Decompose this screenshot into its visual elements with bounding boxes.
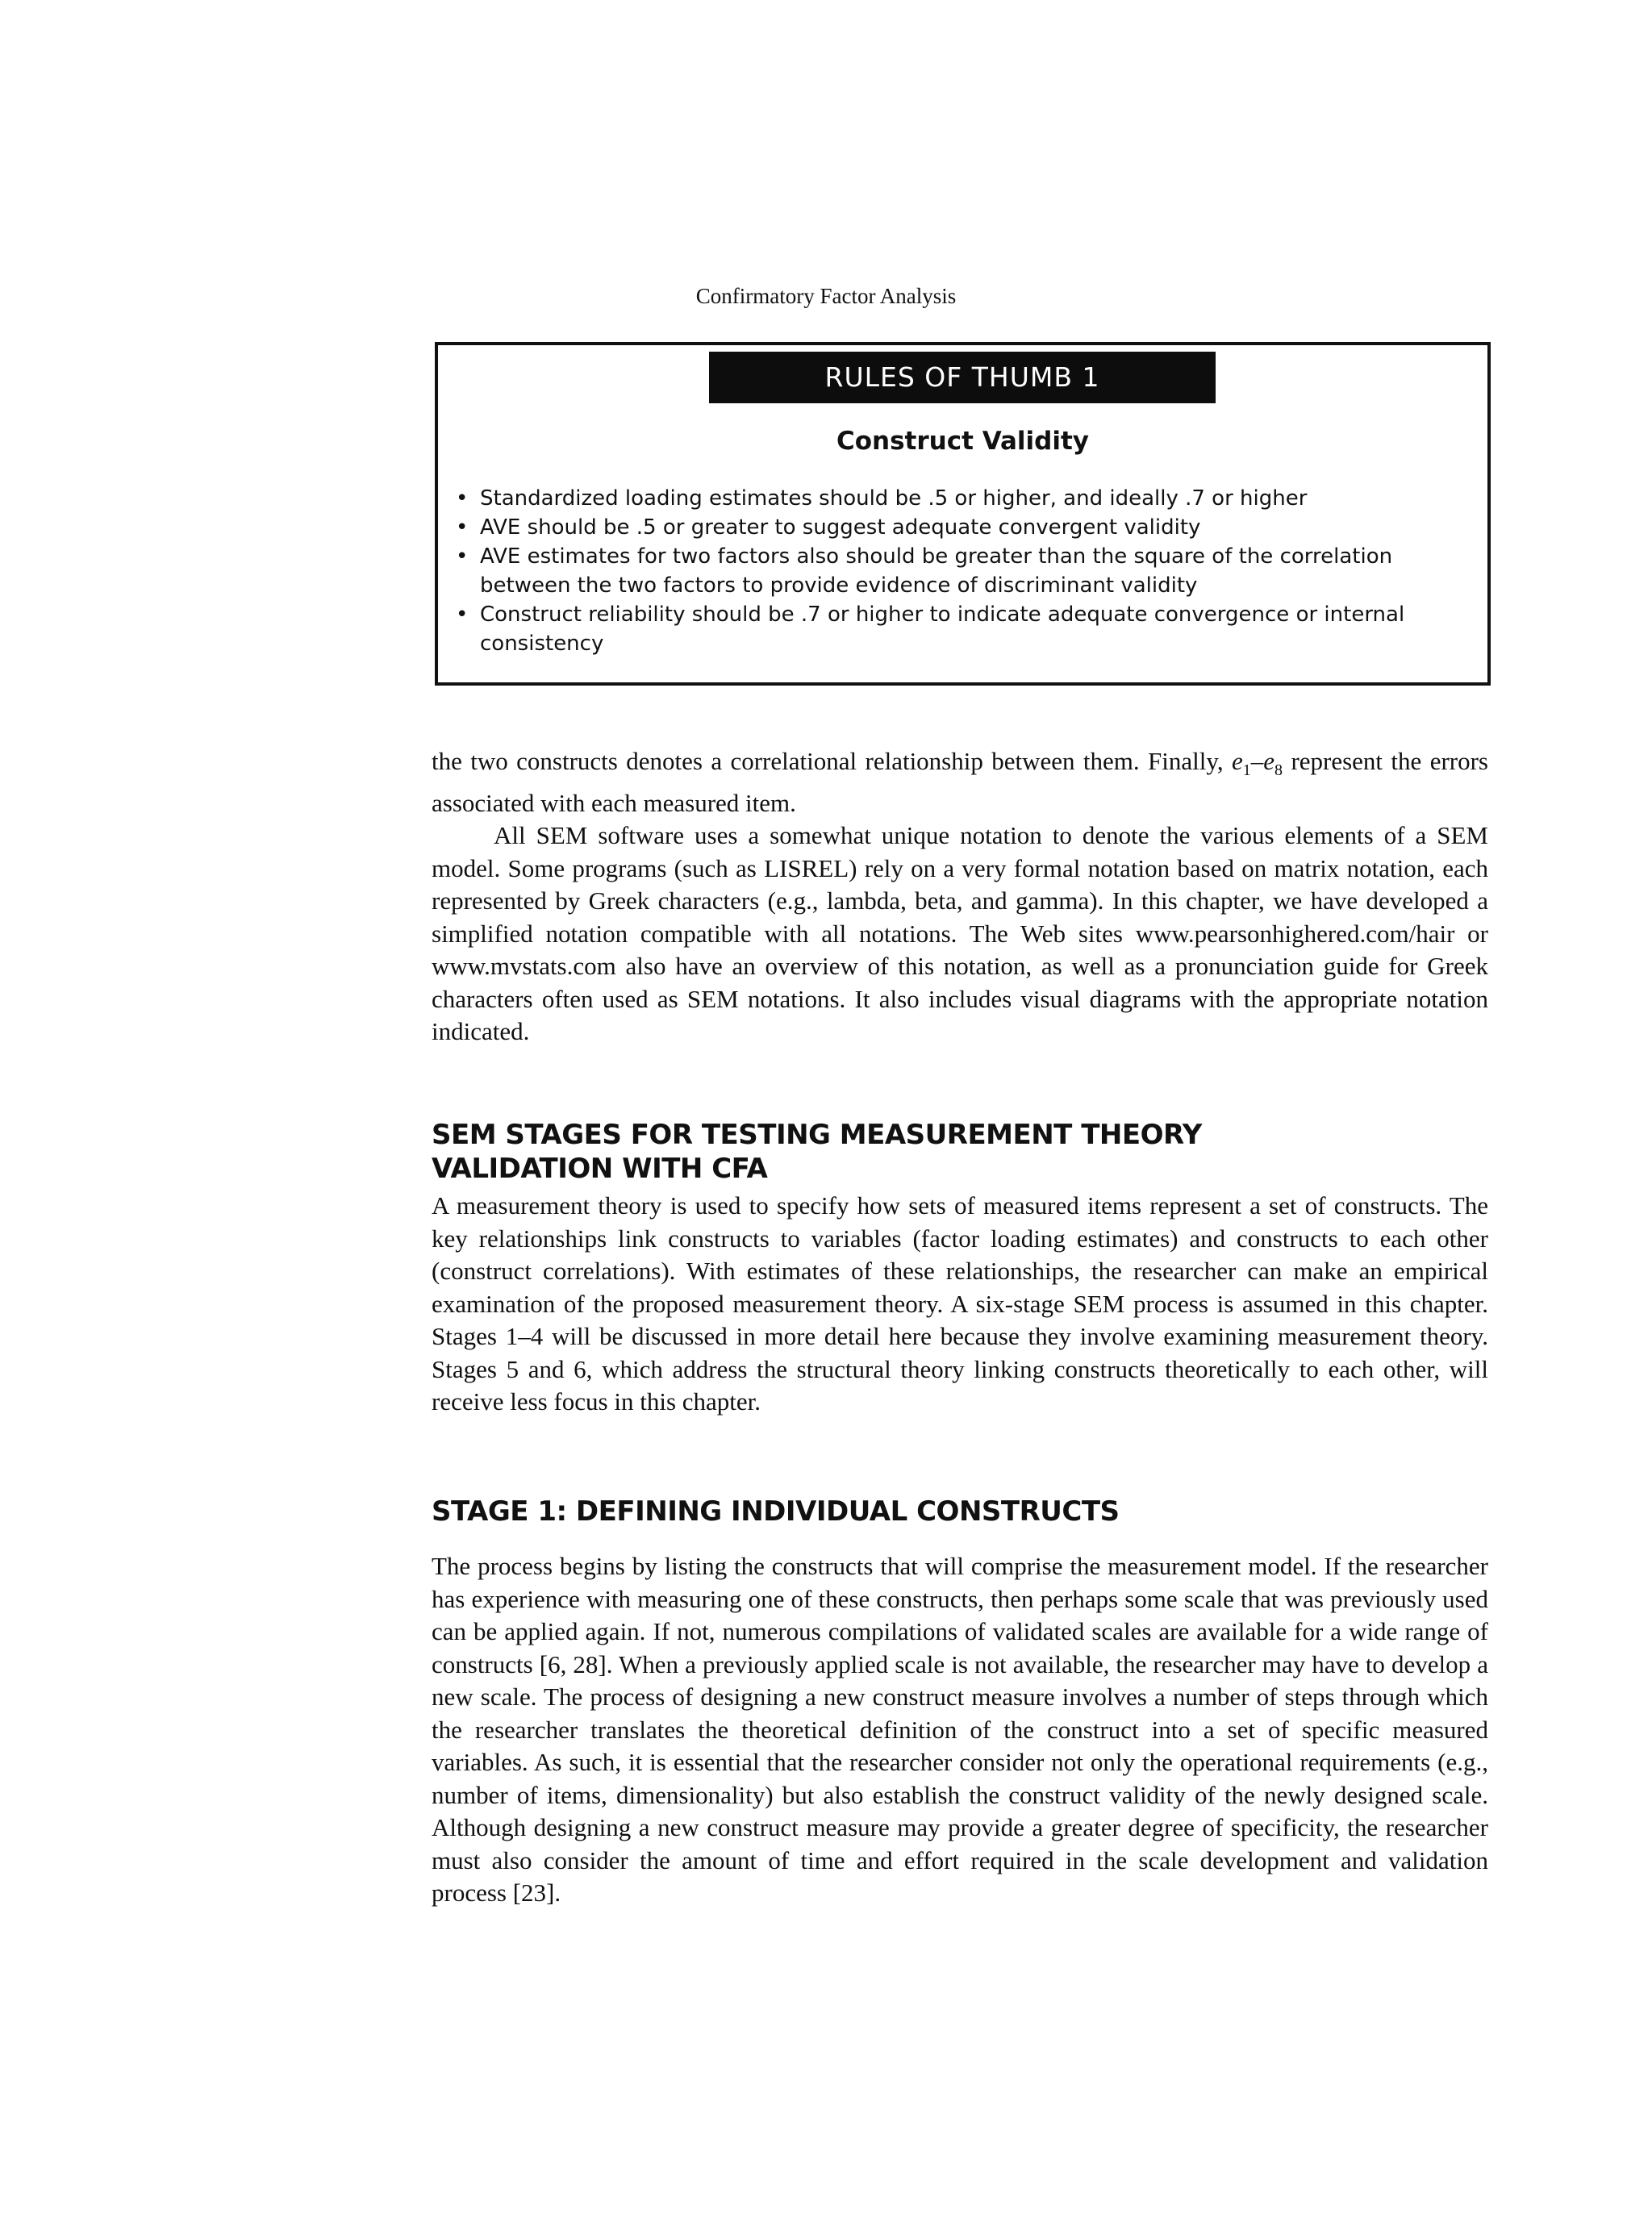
section-paragraph-defining-constructs: The process begins by listing the constructs that will comprise the measurement model. If the researcher has experience with measuring one of these constructs, then perhaps some scale that was previously used can be applied again. If not, numerous compilations of validated scales are available for a wide range of constructs [6, 28]. When a previously applied scale is not available, the researcher may have to develop a new scale. The process of designing a new construct measure involves a number of steps through which the researcher translates the theoretical definition of the construct into a set of specific measured variables. As such, it is essential that the researcher consider not only the operational requirements (e.g., number of items, dimensionality) but also establish the construct validity of the newly designed scale. Although designing a new construct measure may provide a greater degree of specificity, the researcher must also consider the amount of time and effort required in the scale development and validation process [23]. <box>432 1552 1488 1907</box>
rules-of-thumb-box <box>435 342 1491 686</box>
bullet-icon: • <box>456 603 469 627</box>
section-heading-sem-stages: SEM STAGES FOR TESTING MEASUREMENT THEORY VALIDATION WITH CFA <box>432 1119 1202 1185</box>
intro-paragraph-notation: All SEM software uses a somewhat unique notation to denote the various elements of a SEM model. Some programs (such as LISREL) rely on a very formal notation based on matrix notation, each represented by Greek characters (e.g., lambda, beta, and gamma). In this chapter, we have developed a simplified notation compatible with all notations. The Web sites www.pearsonhighered.com/hair or www.mvstats.com also have an overview of this notation, as well as a pronunciation guide for Greek characters often used as SEM notations. It also includes visual diagrams with the appropriate notation indicated. <box>432 821 1488 1046</box>
rules-list-item: • AVE estimates for two factors also should be greater than the square of the correlation between the two factors to provide evidence of discriminant validity <box>453 542 1469 600</box>
rules-list-item: • Standardized loading estimates should be .5 or higher, and ideally .7 or higher <box>453 484 1469 513</box>
bullet-icon: • <box>456 544 469 569</box>
intro-paragraph-continued: the two constructs denotes a correlational relationship between them. Finally, $e_1-e_8$ represent the errors associated with each measured item. <box>432 747 1488 817</box>
rules-list-item: • Construct reliability should be .7 or higher to indicate adequate convergence or internal consistency <box>453 600 1469 658</box>
rules-list-item: • AVE should be .5 or greater to suggest adequate convergent validity <box>453 513 1469 542</box>
rules-banner: RULES OF THUMB 1 <box>709 352 1216 403</box>
bullet-icon: • <box>456 486 469 511</box>
rules-subtitle: Construct Validity <box>836 427 1090 456</box>
section-heading-stage-1: STAGE 1: DEFINING INDIVIDUAL CONSTRUCTS <box>432 1495 1120 1528</box>
rules-list <box>453 484 1469 658</box>
intro-text <box>432 745 1488 1049</box>
section-paragraph-measurement-theory: A measurement theory is used to specify how sets of measured items represent a set of constructs. The key relationships link constructs to variables (factor loading estimates) and constructs to each other (construct correlations). With estimates of these relationships, the researcher can make an empirical examination of the proposed measurement theory. A six-stage SEM process is assumed in this chapter. Stages 1–4 will be discussed in more detail here because they involve examining measurement theory. Stages 5 and 6, which address the structural theory linking constructs theoretically to each other, will receive less focus in this chapter. <box>432 1191 1488 1416</box>
bullet-icon: • <box>456 515 469 540</box>
running-head: Confirmatory Factor Analysis <box>695 284 957 308</box>
